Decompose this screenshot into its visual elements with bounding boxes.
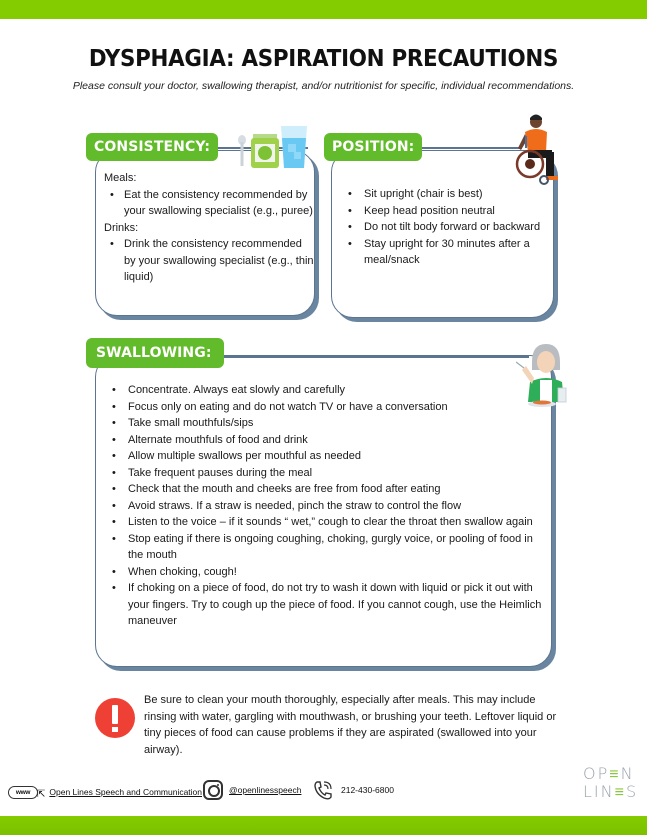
list-item: • Focus only on eating and do not watch TV or have a conversation (106, 399, 546, 416)
swallowing-body (106, 382, 546, 630)
list-item: • Allow multiple swallows per mouthful as needed (106, 448, 546, 465)
position-list (342, 186, 552, 269)
instagram-link-group[interactable] (203, 780, 301, 800)
list-item: • Avoid straws. If a straw is needed, pinch the straw to control the flow (106, 498, 546, 515)
list-item: • Concentrate. Always eat slowly and carefully (106, 382, 546, 399)
list-item: • Check that the mouth and cheeks are free from food after eating (106, 481, 546, 498)
website-link[interactable]: Open Lines Speech and Communication (49, 787, 203, 797)
meals-heading: Meals: (104, 172, 137, 184)
exclamation-bar (112, 705, 118, 724)
spoon-jar-glass-icon (232, 120, 312, 172)
list-item: • Stay upright for 30 minutes after a meal/snack (342, 236, 552, 269)
list-item: • Listen to the voice – if it sounds “ wet,” cough to clear the throat then swallow again (106, 514, 546, 531)
list-item: • Do not tilt body forward or backward (342, 219, 552, 236)
website-link-group[interactable] (8, 784, 202, 800)
logo-line-1: OP≡N (583, 764, 635, 783)
swallowing-list (106, 382, 546, 630)
page-title: DYSPHAGIA: ASPIRATION PRECAUTIONS (88, 46, 559, 72)
drinks-heading: Drinks: (104, 221, 139, 234)
position-body (342, 186, 552, 269)
list-item: • Eat the consistency recommended by your swallowing specialist (e.g., puree) (104, 187, 314, 220)
list-item: • Sit upright (chair is best) (342, 186, 552, 203)
logo-line-2: LIN≡S (583, 782, 639, 801)
footer (0, 782, 647, 806)
instagram-link[interactable]: @openlinesspeech (229, 785, 302, 795)
list-item: • If choking on a piece of food, do not try to wash it down with liquid or pick it out with your fingers. Try to cough up the piece of food. If you cannot cough, use the Heimlich maneuver (106, 580, 546, 630)
page-subtitle: Please consult your doctor, swallowing therapist, and/or nutritionist for specific, individual recommendations. (72, 80, 575, 92)
top-accent-bar (0, 0, 647, 19)
list-item: • Take small mouthfuls/sips (106, 415, 546, 432)
bottom-accent-bar (0, 816, 647, 835)
list-item: • Stop eating if there is ongoing coughing, choking, gurgly voice, or pooling of food in the mouth (106, 531, 546, 564)
consistency-body (104, 170, 314, 286)
open-lines-logo (583, 765, 637, 801)
drinks-list (104, 236, 314, 286)
exclamation-dot (112, 727, 118, 732)
cursor-icon: ⇱ (37, 789, 46, 800)
list-item: • When choking, cough! (106, 564, 546, 581)
instagram-icon (203, 780, 223, 800)
mouth-care-note: Be sure to clean your mouth thoroughly, especially after meals. This may include rinsing with water, gargling with mouthwash, or brushing your teeth. Leftover liquid or tiny pieces of food can cause problems if they are aspirated (swallowed into your airway). (144, 694, 557, 756)
list-item: • Drink the consistency recommended by your swallowing specialist (e.g., thin liquid) (104, 236, 314, 286)
phone-group[interactable] (312, 779, 394, 801)
meals-list (104, 187, 314, 220)
list-item: • Alternate mouthfuls of food and drink (106, 432, 546, 449)
phone-number[interactable]: 212-430-6800 (341, 785, 394, 795)
list-item: • Take frequent pauses during the meal (106, 465, 546, 482)
wheelchair-person-icon (512, 112, 566, 188)
swallowing-label: SWALLOWING: (86, 338, 224, 368)
www-icon: www (8, 786, 38, 799)
list-item: • Keep head position neutral (342, 203, 552, 220)
phone-icon (312, 779, 334, 801)
swallowing-header-rule (224, 356, 529, 358)
position-header-rule (412, 147, 522, 149)
exclamation-icon (95, 698, 135, 738)
position-label: POSITION: (324, 133, 422, 161)
consistency-label: CONSISTENCY: (86, 133, 218, 161)
